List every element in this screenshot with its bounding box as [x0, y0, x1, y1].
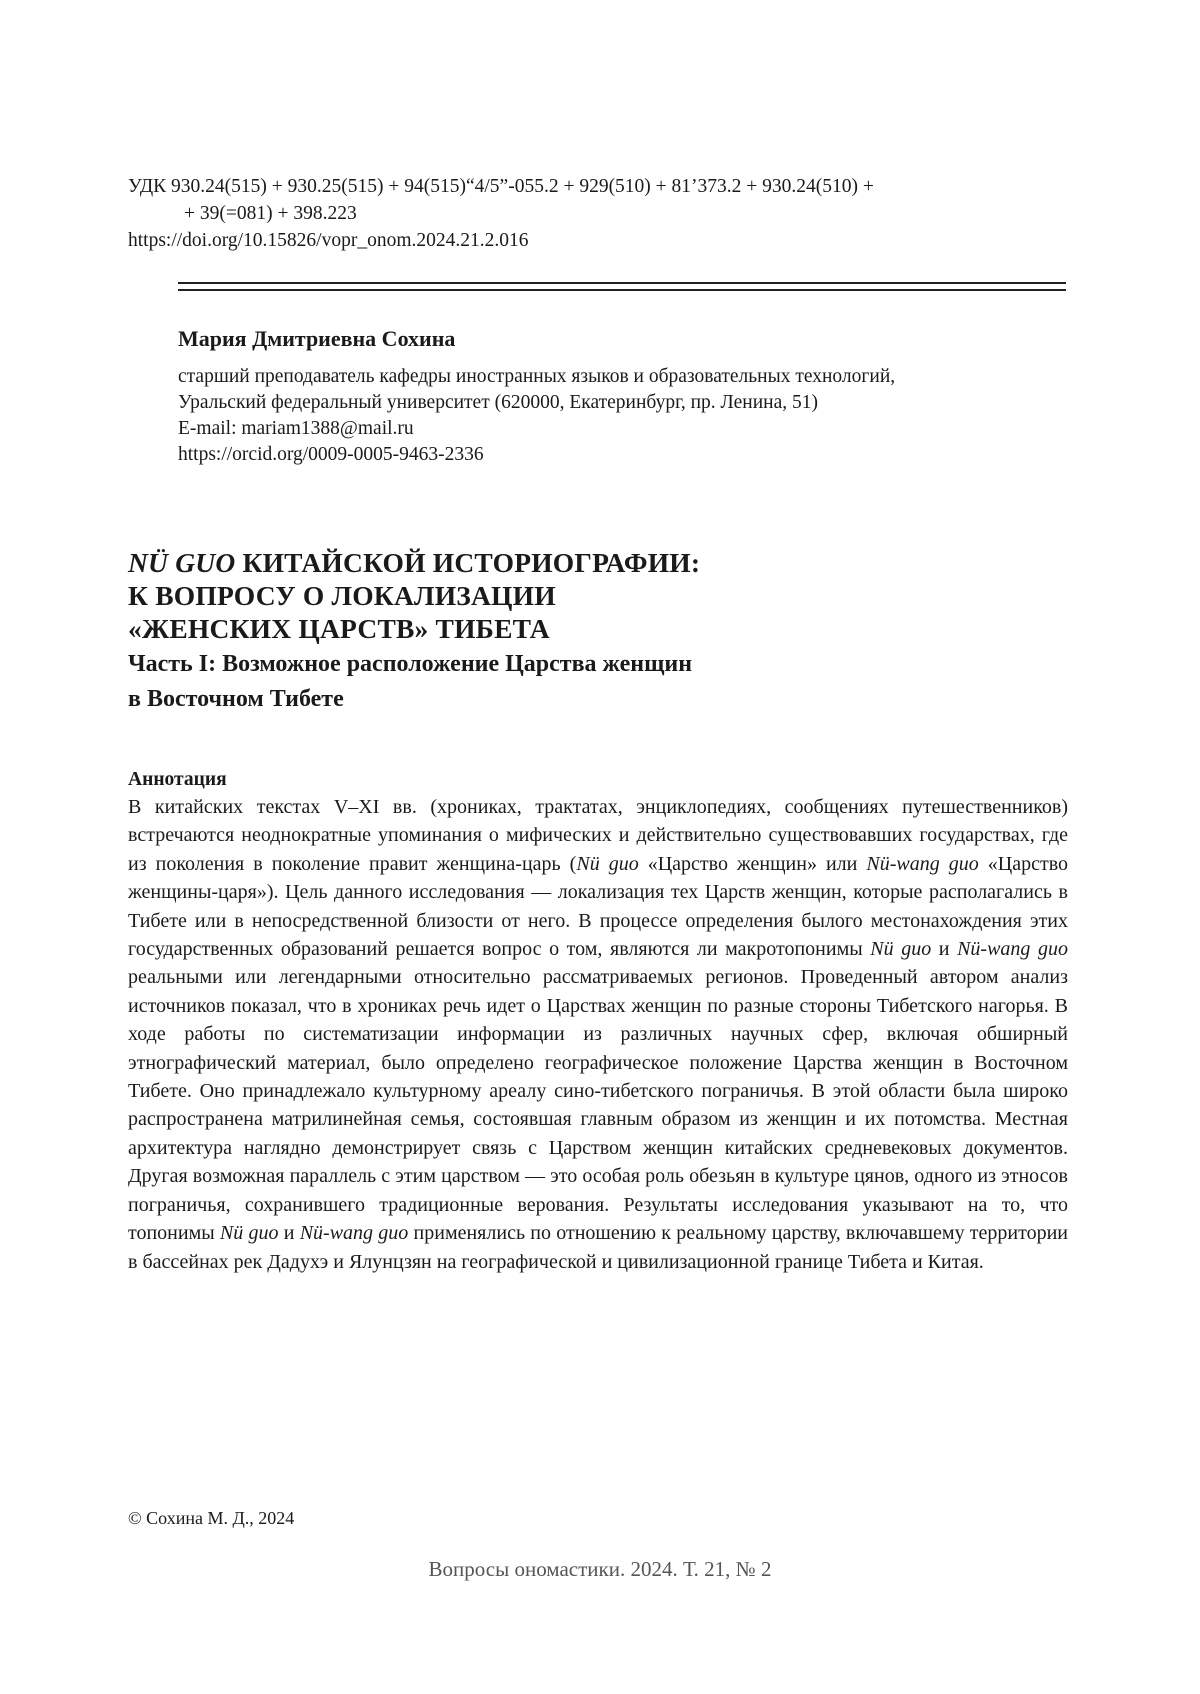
abstract-italic-term: Nü-wang guo — [866, 853, 978, 875]
author-orcid[interactable]: https://orcid.org/0009-0005-9463-2336 — [178, 442, 1068, 468]
abstract-text-part: «Царство женщин» или — [639, 853, 867, 875]
abstract-text-part: реальными или легендарными относительно рассматриваемых регионов. Проведенный автором анализ источников показал, что в хрониках речь идет о Царствах женщин по разные стороны Тибетского нагорья. В ходе работы по систематизации информации из различных научных сфер, включая обширный этнографический материал, было определено географическое положение Царства женщин в Восточном Тибете. Оно принадлежало культурному ареалу сино-тибетского пограничья. В этой области была широко распространена матрилинейная семья, состоявшая главным образом из женщин и их потомства. Местная архитектура наглядно демонстрирует связь с Царством женщин китайских средневековых документов. Другая возможная параллель с этим царством — это особая роль обезьян в культуре цянов, одного из этносов пограничья, сохранившего традиционные верования. Результаты исследования указывают на то, что топонимы — [128, 966, 1068, 1244]
header-rule-bottom — [178, 289, 1066, 291]
header-rule-top — [178, 282, 1066, 284]
subtitle-line-1: Часть I: Возможное расположение Царства женщин — [128, 647, 1068, 682]
subtitle-line-2: в Восточном Тибете — [128, 682, 1068, 717]
title-line-2: К ВОПРОСУ О ЛОКАЛИЗАЦИИ — [128, 579, 1068, 612]
author-name: Мария Дмитриевна Сохина — [178, 324, 1068, 354]
author-email[interactable]: E-mail: mariam1388@mail.ru — [178, 416, 1068, 442]
udk-codes: УДК 930.24(515) + 930.25(515) + 94(515)“4/5”-055.2 + 929(510) + 81’373.2 + 930.24(510) + — [128, 173, 874, 200]
abstract-text-part: В китайских текстах V–XI вв. (хрониках, трактатах, энциклопедиях, сообщениях путешественников) встречаются неоднократные упоминания о мифических и действительно существовавших государствах, где из поколения в поколение правит женщина-царь ( — [128, 796, 1068, 875]
udk-block — [128, 173, 874, 254]
title-line-3: «ЖЕНСКИХ ЦАРСТВ» ТИБЕТА — [128, 612, 1068, 645]
abstract-text-part: применялись по отношению к реальному царству, включавшему территории в бассейнах рек Дадухэ и Ялунцзян на географической и цивилизационной границе Тибета и Китая. — [128, 1222, 1068, 1272]
abstract-text-part: «Царство женщины-царя»). Цель данного исследования — локализация тех Царств женщин, которые располагались в Тибете или в непосредственной близости от него. В процессе определения былого местонахождения этих государственных образований решается вопрос о том, являются ли макротопонимы — [128, 853, 1068, 960]
author-university: Уральский федеральный университет (620000, Екатеринбург, пр. Ленина, 51) — [178, 390, 1068, 416]
abstract-italic-term: Nü guo — [576, 853, 638, 875]
abstract-italic-term: Nü guo — [220, 1222, 279, 1244]
abstract-text-part: и — [279, 1222, 300, 1244]
abstract-text-part: и — [931, 938, 957, 960]
abstract-text — [128, 793, 1068, 1276]
abstract-italic-term: Nü guo — [870, 938, 931, 960]
udk-codes-continued: + 39(=081) + 398.223 — [128, 200, 874, 227]
abstract-heading: Аннотация — [128, 766, 1068, 793]
article-title — [128, 546, 1068, 717]
author-block — [178, 324, 1068, 468]
abstract-italic-term: Nü-wang guo — [957, 938, 1068, 960]
title-line-1-rest: КИТАЙСКОЙ ИСТОРИОГРАФИИ: — [235, 547, 700, 578]
doi-link[interactable]: https://doi.org/10.15826/vopr_onom.2024.21.2.016 — [128, 227, 874, 254]
copyright-notice: © Сохина М. Д., 2024 — [128, 1506, 294, 1530]
title-line-1 — [128, 546, 1068, 579]
abstract-section — [128, 766, 1068, 1276]
title-italic-term: NÜ GUO — [128, 547, 235, 578]
journal-footer: Вопросы ономастики. 2024. Т. 21, № 2 — [0, 1555, 1200, 1583]
abstract-italic-term: Nü-wang guo — [300, 1222, 409, 1244]
author-position: старший преподаватель кафедры иностранных языков и образовательных технологий, — [178, 364, 1068, 390]
